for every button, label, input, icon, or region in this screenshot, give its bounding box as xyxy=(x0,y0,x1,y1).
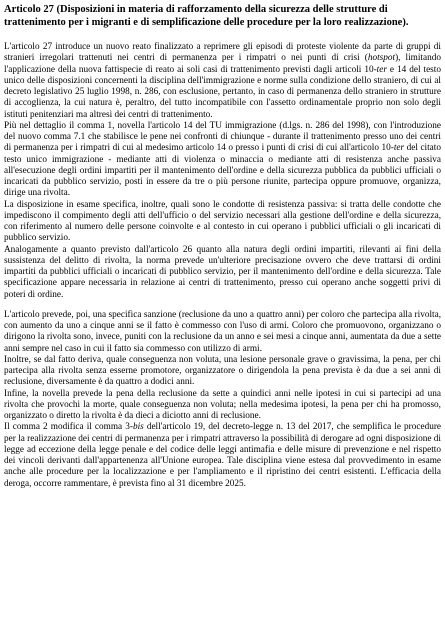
paragraph-sanctions: L'articolo prevede, poi, una specifica sanzione (reclusione da uno a quattro anni) per coloro che partecipa alla rivolta, con aumento da uno a cinque anni se il fatto è commesso con l'uso di armi. Coloro che promuovono, organizzano o dirigono la rivolta sono, invece, puniti con la reclusione da un anno e sei mesi a cinque anni, aumentata da due a sette anni sempre nel caso in cui il fatto sia commesso con utilizzo di armi. xyxy=(4,309,441,354)
paragraph-text: e 14 del testo unico delle disposizioni concernenti la disciplina dell'immigrazione e norme sulla condizione dello straniero, di cui al decreto legislativo 25 luglio 1998, n. 286, con esclusione, pertanto, in caso di permanenza dello straniero in strutture di accoglienza, la cui natura è, peraltro, del tutto incompatibile con l'assetto ordinamentale proprio non solo degli istituti penitenziari ma altresì dei centri di trattenimento. xyxy=(4,64,441,120)
paragraph-text: L'articolo 27 introduce un nuovo reato finalizzato a reprimere gli episodi di proteste violente da parte di gruppi di stranieri irregolari trattenuti nei centri di permanenza per i rimpatri o nei punti di crisi ( xyxy=(4,42,441,64)
paragraph-injury: Inoltre, se dal fatto deriva, quale conseguenza non voluta, una lesione personale grave o gravissima, la pena, per chi partecipa alla rivolta senza esserne promotore, organizzatore o dirigendola la pena prevista è da due a sei anni di reclusione, diversamente è da quattro a dodici anni. xyxy=(4,354,441,388)
paragraph-comma-1 xyxy=(4,121,441,200)
paragraph-emphasis: ter xyxy=(376,64,387,75)
paragraph-text: del citato testo unico immigrazione - mediante atti di violenza o minaccia o mediante atti di resistenza anche passiva all'esecuzione degli ordini impartiti per il mantenimento dell'ordine e della sicurezza pubblica da pubblici ufficiali o incaricati da pubblico servizio, posti in essere da tre o più persone riunite, partecipa oppure promuove, organizza, dirige una rivolta. xyxy=(4,143,441,199)
article-title: Articolo 27 (Disposizioni in materia di rafforzamento della sicurezza delle strutture di trattenimento per i migranti e di semplificazione delle procedure per la loro realizzazione). xyxy=(4,4,409,28)
paragraph-text: Più nel dettaglio il comma 1, novella l'articolo 14 del TU immigrazione (d.lgs. n. 286 del 1998), con l'introduzione del nuovo comma 7.1 che stabilisce le pene nei confronti di chiunque - durante il trattenimento presso uno dei centri di permanenza per i rimpatri di cui al medesimo articolo 14 o presso i punti di crisi di cui all'articolo 10- xyxy=(4,120,441,154)
paragraph-emphasis: bis xyxy=(132,422,144,433)
paragraph-death: Infine, la novella prevede la pena della reclusione da sette a quindici anni nelle ipotesi in cui si partecipi ad una rivolta che provochi la morte, quale conseguenza non voluta; nella medesima ipotesi, la pena per chi ha promosso, organizzato o diretto la rivolta è da dieci a diciotto anni di reclusione. xyxy=(4,388,441,421)
paragraph-comma-2 xyxy=(4,422,441,490)
paragraph-orders: Analogamente a quanto previsto dall'articolo 26 quanto alla natura degli ordini impartiti, rilevanti ai fini della sussistenza del delitto di rivolta, la norma prevede un'ulteriore precisazione ovvero che deve trattarsi di ordini impartiti da pubblici ufficiali o incaricati di pubblico servizio, per il mantenimento dell'ordine e della sicurezza. Tale specificazione appare necessaria in relazione ai centri di trattenimento, presso cui operano anche soggetti privi di poteri di ordine. xyxy=(4,244,441,300)
paragraph-text: dell'articolo 19, del decreto-legge n. 13 del 2017, che semplifica le procedure per la realizzazione dei centri di permanenza per i rimpatri attraverso la possibilità di derogare ad ogni disposizione di legge ad eccezione della legge penale e del codice delle leggi antimafia e delle misure di prevenzione e nel rispetto dei vincoli derivanti dall'appartenenza all'Unione europea. Tale disciplina viene estesa dal provvedimento in esame anche alle procedure per la localizzazione e per l'ampliamento e il ripristino dei centri esistenti. L'efficacia della deroga, occorre rammentare, è prevista fino al 31 dicembre 2025. xyxy=(4,422,441,489)
paragraph-intro xyxy=(4,42,441,121)
paragraph-text: ), limitando l'applicazione della nuova fattispecie di reato ai soli casi di trattenimento previsti dagli articoli 10- xyxy=(4,53,441,75)
paragraph-emphasis: hotspot xyxy=(367,53,396,64)
paragraph-text: Il comma 2 modifica il comma 3- xyxy=(4,422,133,433)
paragraph-passive-resistance: La disposizione in esame specifica, inoltre, quali sono le condotte di resistenza passiva: si tratta delle condotte che impediscono il compimento degli atti dell'ufficio o del servizio necessari alla gestione dell'ordine e della sicurezza, con riferimento al numero delle persone coinvolte e al contesto in cui operano i pubblici ufficiali o gli incaricati di pubblico servizio. xyxy=(4,199,441,244)
paragraph-emphasis: ter xyxy=(393,143,405,154)
